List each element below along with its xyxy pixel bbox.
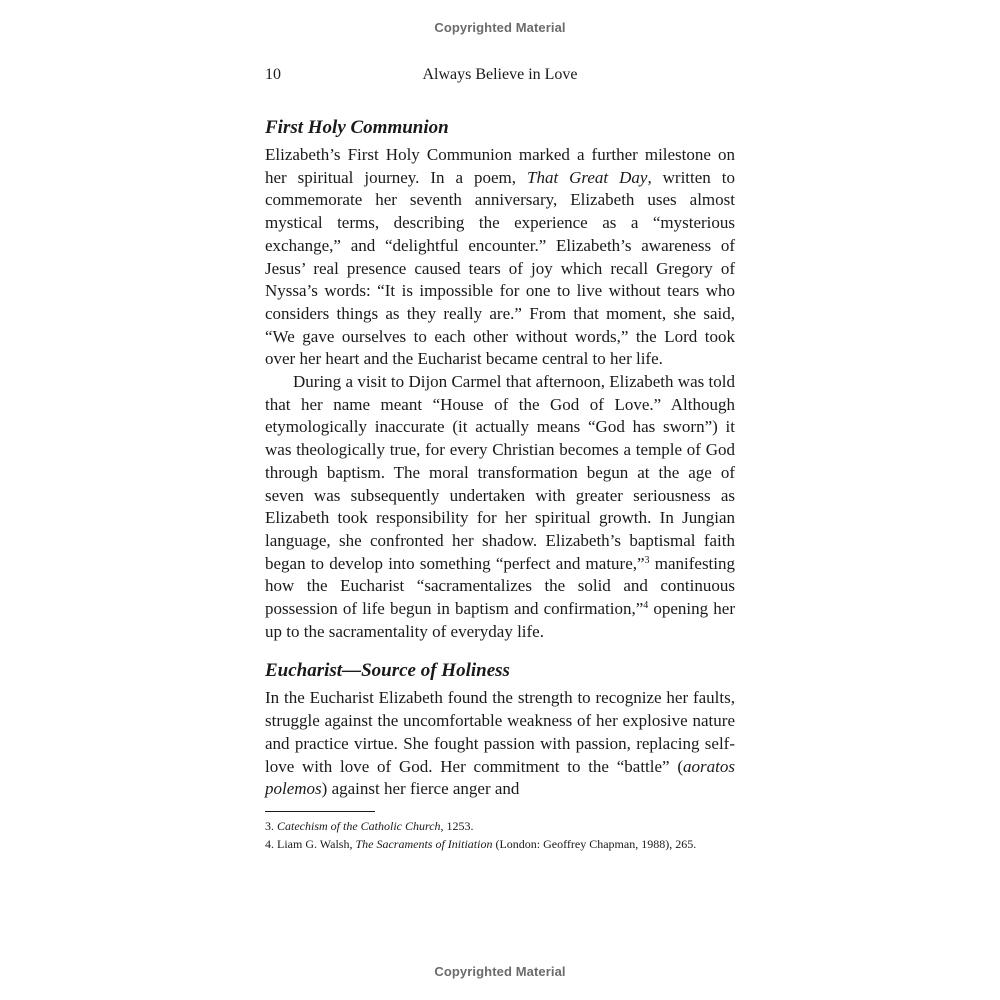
footnote-title: Catechism of the Catholic Church <box>277 818 441 833</box>
footnote-title: The Sacraments of Initiation <box>355 836 493 851</box>
page-number: 10 <box>265 66 281 83</box>
footnote-text: , 1253. <box>440 818 474 833</box>
paragraph-text: During a visit to Dijon Carmel that afternoon, Elizabeth was told that her name meant “House of the God of Love.” Although etymologically inaccurate (it actually means “God has sworn”) it was theologically true, for every Christian becomes a temple of God through baptism. The moral transformation begun at the age of seven was subsequently undertaken with greater seriousness as Elizabeth took responsibility for her spiritual growth. In Jungian language, she confronted her shadow. Elizabeth’s baptismal faith began to develop into something “perfect and mature,” <box>265 372 735 573</box>
paragraph <box>265 687 735 801</box>
paragraph-text: Elizabeth’s First Holy Communion marked a further milestone on her spiritual journey. In a poem, <box>265 145 735 187</box>
footnote-3 <box>265 817 735 835</box>
poem-title: That Great Day <box>526 167 648 187</box>
paragraph-text: , written to commemorate her seventh anniversary, Elizabeth uses almost mystical terms, describing the experience as a “mysterious exchange,” and “delightful encounter.” Elizabeth’s awareness of Jesus’ real presence caused tears of joy which recall Gregory of Nyssa’s words: “It is impossible for one to live without tears who considers things as they really are.” From that moment, she said, “We gave ourselves to each other without words,” the Lord took over her heart and the Eucharist became central to her life. <box>265 167 735 369</box>
copyright-watermark-top: Copyrighted Material <box>434 20 566 35</box>
paragraph-text: ) against her fierce anger and <box>321 779 520 799</box>
running-head <box>265 62 735 90</box>
greek-term: aoratos polemos <box>265 756 735 799</box>
footnotes <box>265 817 735 853</box>
section-heading-eucharist: Eucharist—Source of Holiness <box>265 660 510 682</box>
paragraph-text: manifesting how the Eucharist “sacramentalizes the solid and continuous possession of life begun in baptism and confirmation,” <box>265 553 736 619</box>
running-title: Always Believe in Love <box>422 66 578 83</box>
paragraph <box>265 144 735 371</box>
footnote-ref[interactable]: 3 <box>644 554 650 566</box>
paragraph-text: In the Eucharist Elizabeth found the strength to recognize her faults, struggle against the uncomfortable weakness of her explosive nature and practice virtue. She fought passion with passion, replacing self-love with love of God. Her commitment to the “battle” ( <box>265 688 735 776</box>
footnote-number: 4. Liam G. Walsh, <box>265 836 356 851</box>
footnote-divider <box>265 811 375 812</box>
paragraph <box>265 371 735 643</box>
footnote-4 <box>265 835 735 853</box>
footnote-number: 3. <box>265 818 277 833</box>
footnote-ref[interactable]: 4 <box>643 600 649 612</box>
footnote-text: (London: Geoffrey Chapman, 1988), 265. <box>492 836 697 851</box>
paragraph-text: opening her up to the sacramentality of everyday life. <box>265 599 735 641</box>
book-page <box>265 62 735 853</box>
copyright-watermark-bottom: Copyrighted Material <box>434 964 566 979</box>
section-heading-first-holy-communion: First Holy Communion <box>265 117 449 138</box>
